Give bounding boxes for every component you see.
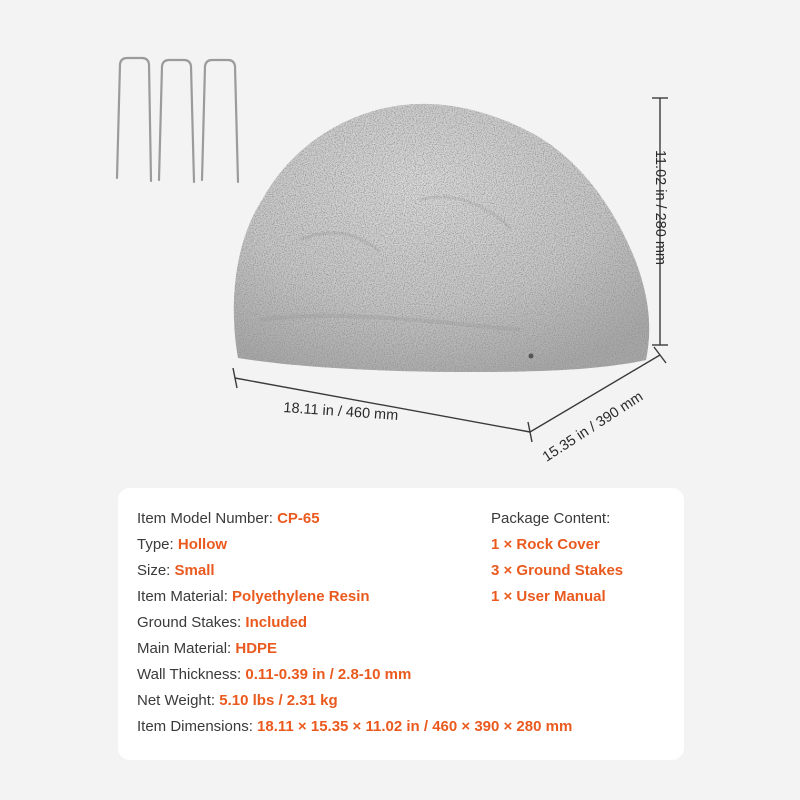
height-dimension-label: 11.02 in / 280 mm [652, 150, 668, 265]
spec-value: Small [174, 562, 215, 579]
package-item: 3 × Ground Stakes [491, 562, 624, 579]
package-item: 1 × User Manual [491, 588, 606, 605]
ground-stake-3 [202, 60, 238, 182]
spec-value: Hollow [177, 536, 228, 553]
rock-cover-image [234, 104, 649, 372]
spec-label: Item Material: [137, 588, 228, 605]
spec-value: 18.11 × 15.35 × 11.02 in / 460 × 390 × 280 mm [257, 718, 573, 735]
spec-label: Item Dimensions: [137, 718, 253, 735]
spec-card [118, 488, 684, 760]
spec-row-main-material [137, 636, 572, 662]
spec-value: Polyethylene Resin [232, 588, 370, 605]
package-content-title: Package Content: [491, 510, 611, 527]
spec-label: Ground Stakes: [137, 614, 242, 631]
spec-label: Wall Thickness: [137, 666, 242, 683]
spec-row-ground-stakes [137, 610, 572, 636]
spec-label: Main Material: [137, 640, 232, 657]
spec-value: HDPE [235, 640, 278, 657]
ground-stake-1 [117, 58, 151, 181]
spec-value: 5.10 lbs / 2.31 kg [219, 692, 338, 709]
spec-label: Size: [137, 562, 171, 579]
spec-row-item-dimensions [137, 714, 572, 740]
package-item: 1 × Rock Cover [491, 536, 600, 553]
ground-stake-2 [159, 60, 194, 182]
ground-stakes [117, 58, 238, 182]
spec-label: Type: [137, 536, 174, 553]
spec-value: 0.11-0.39 in / 2.8-10 mm [245, 666, 412, 683]
spec-value: CP-65 [277, 510, 320, 527]
spec-label: Item Model Number: [137, 510, 273, 527]
width-dimension-label: 18.11 in / 460 mm [282, 400, 399, 424]
spec-row-net-weight [137, 688, 572, 714]
spec-row-wall-thickness [137, 662, 572, 688]
width-dimension-line [235, 378, 530, 432]
package-content [491, 506, 623, 610]
spec-label: Net Weight: [137, 692, 216, 709]
depth-dimension-label: 15.35 in / 390 mm [540, 388, 647, 466]
spec-value: Included [245, 614, 308, 631]
